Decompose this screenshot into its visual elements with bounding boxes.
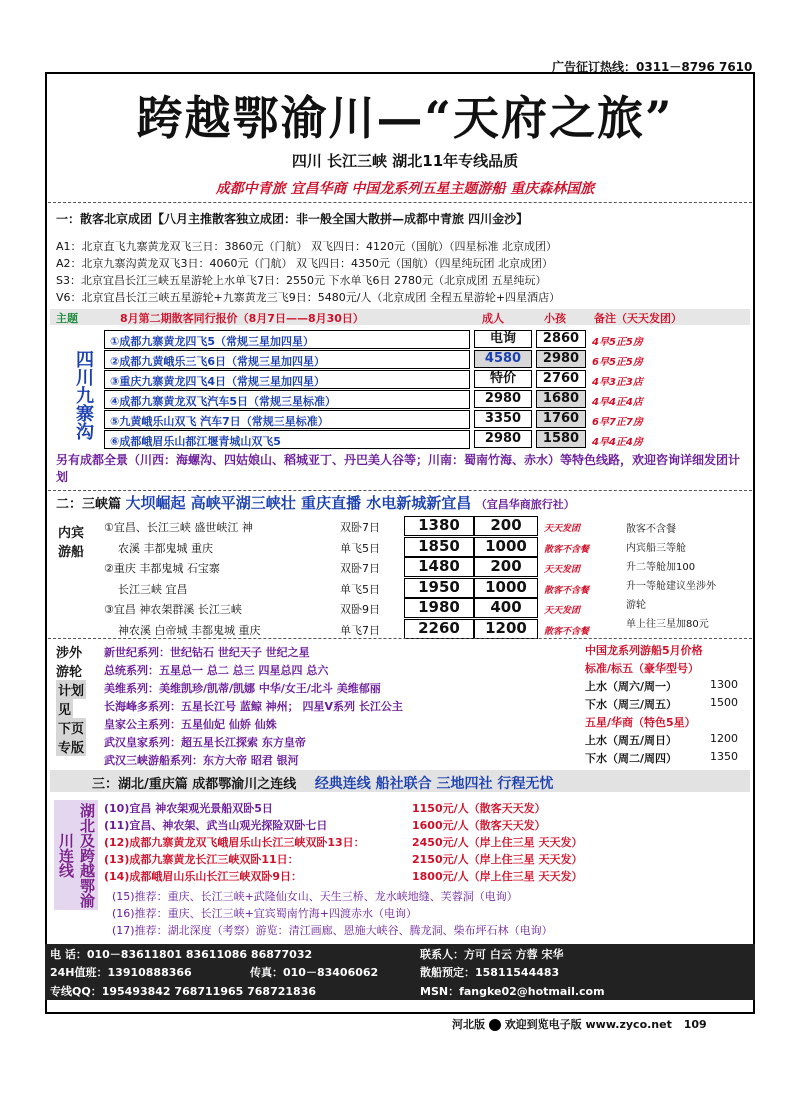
tour-line-s3: S3：北京宜昌长江三峡五星游轮上水单飞7日：2550元 下水单飞6日 2780元（北京成团 五星纯玩） [56,274,547,287]
ship-label-line: 见 [56,699,73,718]
website-text: 欢迎到览电子版 www.zyco.net [504,1018,672,1031]
tour-name: ④成都九寨黄龙双飞汽车5日（常规三星标准） [110,395,336,408]
route-note: 散客不含餐 [544,586,590,596]
tour-note: 4早3正3店 [592,377,643,388]
cruise-note: 升二等舱加100 [626,562,696,573]
page-number: 109 [683,1018,707,1031]
tour-note: 6早7正7房 [592,417,643,428]
page-title: 跨越鄂渝川—“天府之旅” [136,91,674,145]
line-price: 1800元/人（岸上住三星 天天发） [412,870,583,883]
publisher: 河北版 [452,1018,485,1031]
divider [48,638,752,639]
table-header [50,309,750,325]
price-title: 中国龙系列游船5月价格 [585,644,703,657]
section3-heading-highlight: 经典连线 船社联合 三地四社 行程无忧 [314,776,554,792]
ship-series: 新世纪系列：世纪钻石 世纪天子 世纪之星 [104,646,310,659]
price-child: 2980 [536,350,586,368]
section1-heading: 一：散客北京成团【八月主推散客独立成团：非一般全国大散拼—成都中青旅 四川金沙】 [56,212,529,226]
ship-series: 皇家公主系列：五星仙妃 仙娇 仙姝 [104,718,277,731]
line-name: (10)宜昌 神农架观光景船双卧5日 [104,802,273,815]
divider [48,202,752,203]
ship-label-line: 专版 [56,737,86,756]
section2-side-label-text: 内宾游船 [57,526,84,560]
line-price: 2150元/人（岸上住三星 天天发） [412,853,583,866]
cruise-note: 散客不含餐 [626,524,676,535]
route-mode: 双卧9日 [340,603,380,616]
footer-24h: 24H值班：13910888366 [50,966,192,979]
section2-side-label [56,522,86,612]
recommend-line: (17)推荐：湖北深度（考察）游览：清江画廊、恩施大峡谷、腾龙洞、柴布坪石林（电询） [112,924,553,937]
price-row-label: 下水（周二/周四） [585,752,678,765]
ship-series: 武汉皇家系列：超五星长江探索 东方皇帝 [104,736,306,749]
divider [48,490,752,491]
header-note: 备注（天天发团） [594,312,682,325]
cruise-note: 游轮 [626,600,646,611]
tour-name: ⑥成都峨眉乐山都江堰青城山双飞5 [110,435,281,448]
section3-heading-prefix: 三：湖北/重庆篇 成都鄂渝川之连线 [92,777,297,792]
ship-series: 武汉三峡游船系列：东方大帝 昭君 银河 [104,754,299,767]
price-child: 200 [474,557,538,577]
price-child: 1680 [536,390,586,408]
section2-heading [56,492,575,513]
price-child: 1580 [536,430,586,448]
route-name: ②重庆 丰都鬼城 石宝寨 [104,562,220,575]
price-row-label: 上水（周六/周一） [585,680,678,693]
header-period: 8月第二期散客同行报价（8月7日——8月30日） [120,312,364,325]
route-note: 天天发团 [544,606,581,616]
price-child: 1000 [474,537,538,557]
footer-tel: 电 话：010－83611801 83611086 86877032 [50,948,313,961]
section1-side-label: 四川九寨沟 [73,350,94,440]
header-theme: 主题 [56,312,78,325]
price-adult: 1380 [404,516,474,536]
price-child: 1200 [474,619,538,639]
price-child: 1760 [536,410,586,428]
tour-note: 4早5正5房 [592,337,643,348]
line-name: (12)成都九寨黄龙双飞峨眉乐山长江三峡双卧13日： [104,836,365,849]
tour-note: 4早4正4店 [592,397,643,408]
price-adult: 2260 [404,619,474,639]
section3-side-label: 湖北及跨越鄂渝川连线 [54,800,98,910]
price-child: 200 [474,516,538,536]
section3-heading [92,773,553,793]
ship-label-line: 涉外 [56,646,83,661]
route-note: 天天发团 [544,565,581,575]
tour-line-v6: V6：北京宜昌长江三峡五星游轮+九寨黄龙三飞9日：5480元/人（北京成团 全程五星游轮+四星酒店） [56,291,561,304]
price-row-label: 五星/华商（特色5星） [585,716,696,729]
route-mode: 双卧7日 [340,521,380,534]
price-adult: 1480 [404,557,474,577]
ship-series: 美维系列：美维凯珍/凯蒂/凯娜 中华/女王/北斗 美维郁丽 [104,682,381,695]
header-child: 小孩 [544,312,566,325]
cruise-note: 单上往三星加80元 [626,619,709,630]
route-mode: 双卧7日 [340,562,380,575]
price-row-value: 1350 [710,750,738,763]
route-mode: 单飞7日 [340,624,380,637]
ship-series: 总统系列：五星总一 总二 总三 四星总四 总六 [104,664,329,677]
price-row-label: 标准/标五（豪华型号） [585,662,700,675]
price-adult: 2980 [474,390,532,408]
route-name: 农溪 丰都鬼城 重庆 [118,542,213,555]
price-adult: 3350 [474,410,532,428]
logo-icon [489,1019,501,1031]
tour-note: 4早4正4房 [592,437,643,448]
company-list: 成都中青旅 宜昌华商 中国龙系列五星主题游船 重庆森林国旅 [215,181,595,197]
price-child: 1000 [474,578,538,598]
price-row-value: 1300 [710,678,738,691]
recommend-line: (15)推荐：重庆、长江三峡+武隆仙女山、天生三桥、龙水峡地缝、芙蓉洞（电询） [112,890,518,903]
cruise-note: 升一等舱建议坐涉外 [626,581,716,592]
line-name: (13)成都九寨黄龙长江三峡双卧11日： [104,853,299,866]
ship-series: 长海峰多系列：五星长江号 蓝鲸 神州； 四星V系列 长江公主 [104,700,403,713]
section2-heading-prefix: 二：三峡篇 [56,497,122,512]
ship-label-line: 游轮 [56,665,83,680]
price-adult: 电询 [474,330,532,348]
cruise-note: 内宾船三等舱 [626,543,686,554]
section2-heading-suffix: （宜昌华商旅行社） [475,498,575,511]
route-name: ③宜昌 神农架群溪 长江三峡 [104,603,242,616]
route-mode: 单飞5日 [340,583,380,596]
footer-booking: 散船预定：15811544483 [420,966,560,979]
tour-name: ⑤九黄峨乐山双飞 汽车7日（常规三星标准） [110,415,329,428]
route-name: 神农溪 白帝城 丰都鬼城 重庆 [118,624,261,637]
page-subtitle: 四川 长江三峡 湖北11年专线品质 [291,152,519,170]
tour-name: ③重庆九寨黄龙四飞4日（常规三星加四星） [110,375,325,388]
footer-qq: 专线QQ：195493842 768711965 768721836 [50,985,317,998]
price-adult: 1950 [404,578,474,598]
bottom-line [452,1016,707,1032]
route-name: ①宜昌、长江三峡 盛世峡江 神 [104,521,253,534]
footer-msn: MSN：fangke02@hotmail.com [420,985,605,998]
price-child: 2760 [536,370,586,388]
footer-contact: 联系人：方可 白云 方蓉 宋华 [420,948,564,961]
tour-note: 6早5正5房 [592,357,643,368]
price-adult: 4580 [474,350,532,368]
price-child: 400 [474,598,538,618]
tour-line-a1: A1：北京直飞九寨黄龙双飞三日：3860元（门航） 双飞四日：4120元（国航）（四星标准 北京成团） [56,240,558,253]
ship-label-line: 计划 [56,680,86,699]
route-note: 散客不含餐 [544,627,590,637]
line-price: 2450元/人（岸上住三星 天天发） [412,836,583,849]
price-adult: 1850 [404,537,474,557]
route-note: 天天发团 [544,524,581,534]
section1-extra: 另有成都全景（川西：海螺沟、四姑娘山、稻城亚丁、丹巴美人谷等；川南：蜀南竹海、赤水）等特色线路，欢迎咨询详细发团计划 [56,453,741,484]
ad-hotline: 广告征订热线：0311－8796 7610 [552,60,753,74]
tour-name: ①成都九寨黄龙四飞5（常规三星加四星） [110,335,314,348]
line-name: (11)宜昌、神农架、武当山观光探险双卧七日 [104,819,328,832]
line-price: 1150元/人（散客天天发） [412,802,546,815]
price-adult: 2980 [474,430,532,448]
recommend-line: (16)推荐：重庆、长江三峡+宜宾蜀南竹海+四渡赤水（电询） [112,907,418,920]
section2-heading-highlight: 大坝崛起 高峡平湖三峡壮 重庆直播 水电新城新宜昌 [125,494,472,512]
line-price: 1600元/人（散客天天发） [412,819,546,832]
route-mode: 单飞5日 [340,542,380,555]
route-note: 散客不含餐 [544,545,590,555]
tour-name: ②成都九黄峨乐三飞6日（常规三星加四星） [110,355,325,368]
price-adult: 1980 [404,598,474,618]
ship-label-line: 下页 [56,718,86,737]
price-child: 2860 [536,330,586,348]
footer-fax: 传真：010－83406062 [250,966,379,979]
price-row-label: 上水（周五/周日） [585,734,678,747]
line-name: (14)成都峨眉山乐山长江三峡双卧9日： [104,870,303,883]
route-name: 长江三峡 宜昌 [118,583,188,596]
price-adult: 特价 [474,370,532,388]
header-adult: 成人 [482,312,504,325]
price-row-value: 1500 [710,696,738,709]
price-row-label: 下水（周三/周五） [585,698,678,711]
price-row-value: 1200 [710,732,738,745]
tour-line-a2: A2：北京九寨沟黄龙双飞3日：4060元（门航） 双飞四日：4350元（国航）（四星纯玩团 北京成团） [56,257,554,270]
